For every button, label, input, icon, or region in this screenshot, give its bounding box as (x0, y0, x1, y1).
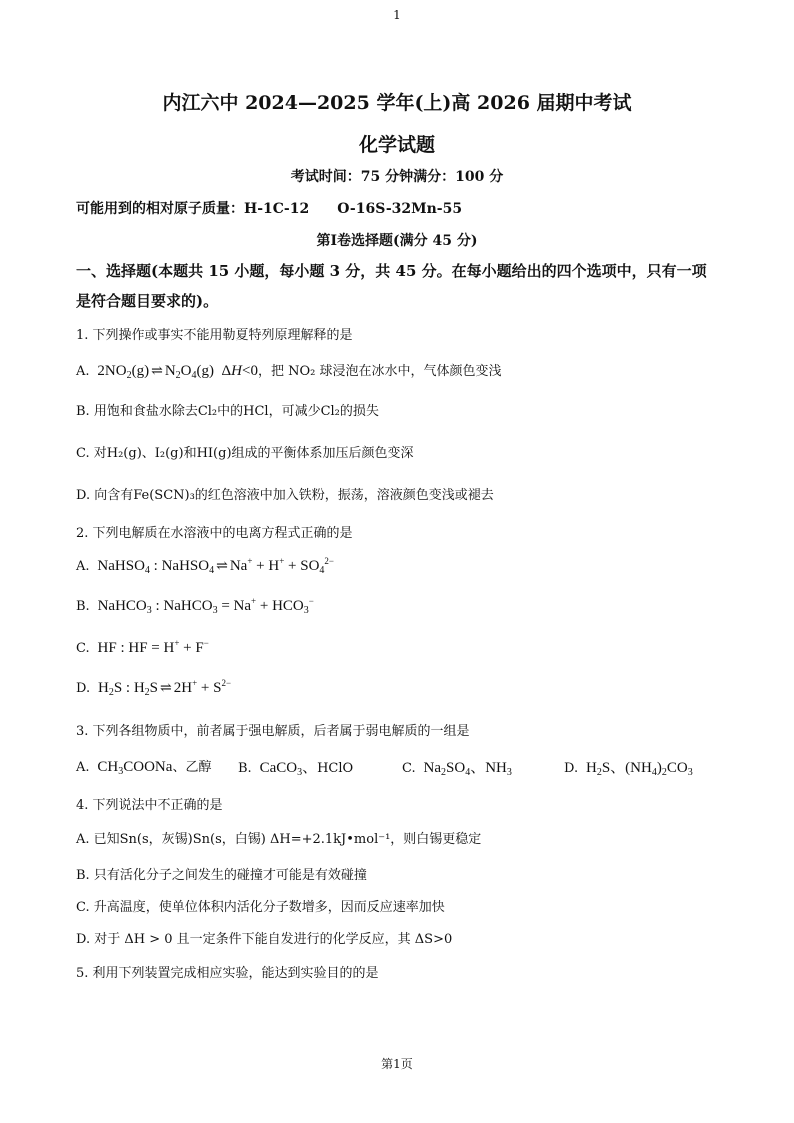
q1-option-a (76, 360, 501, 380)
q5-stem: 5. 利用下列装置完成相应实验，能达到实验目的的是 (76, 966, 379, 981)
q2-c-equation: HF : HF = H+ + F− (93, 638, 209, 656)
q1-a-text: ，把 NO₂ 球浸泡在冰水中，气体颜色变浅 (257, 364, 502, 379)
q2-option-a (76, 558, 334, 575)
q2-b-label: B. (76, 599, 90, 614)
q2-c-label: C. (76, 641, 90, 656)
atomic-masses: 可能用到的相对原子质量：H-1C-12 O-16S-32Mn-55 (76, 201, 463, 217)
q2-a-label: A. (76, 559, 90, 574)
q3-d-formula: $H_2S$、$(NH_4)_2CO_3$ (582, 760, 693, 778)
q3-d-label: D. (564, 761, 579, 776)
q1-stem: 1. 下列操作或事实不能用勒夏特列原理解释的是 (76, 328, 353, 343)
q1-a-label: A. (76, 364, 90, 379)
q1-option-c: C. 对H₂(g)、I₂(g)和HI(g)组成的平衡体系加压后颜色变深 (76, 446, 414, 461)
q2-d-label: D. (76, 681, 91, 696)
q2-option-c (76, 640, 209, 657)
page-footer: 第1页 (381, 1057, 413, 1071)
q3-option-a (76, 756, 211, 776)
part-title: 第Ⅰ卷选择题(满分 45 分) (316, 233, 478, 249)
q4-stem: 4. 下列说法中不正确的是 (76, 798, 223, 813)
q3-b-tail: HClO (317, 761, 354, 776)
q2-option-b (76, 598, 314, 615)
q3-a-label: A. (76, 760, 90, 775)
q1-a-equation: $2NO_2(g)$ ⇌ $N_2O_4(g)$ ΔH<0 (93, 363, 258, 381)
section-instruction-line1: 一、选择题(本题共 15 小题，每小题 3 分，共 45 分。在每小题给出的四个选项中，只有一项 (76, 262, 707, 280)
exam-info: 考试时间：75 分钟满分：100 分 (290, 169, 504, 185)
q3-c-label: C. (402, 761, 416, 776)
exam-title: 内江六中 2024—2025 学年(上)高 2026 届期中考试 (162, 92, 632, 114)
q2-a-equation: NaHSO$_4$ : NaHSO$_4$ ⇌ $Na^+ + H^+ + SO_4^{2-}$ (93, 556, 334, 576)
q3-stem: 3. 下列各组物质中，前者属于强电解质，后者属于弱电解质的一组是 (76, 724, 470, 739)
q2-b-equation: NaHCO$_3$ : NaHCO$_3$ = $Na^+ + HCO_3^-$ (93, 596, 314, 616)
page-number-top: 1 (393, 8, 401, 22)
q4-option-d: D. 对于 ΔH > 0 且一定条件下能自发进行的化学反应，其 ΔS>0 (76, 932, 453, 947)
q3-option-c (402, 756, 512, 777)
q2-d-equation: $H_2S$ : $H_2S$ ⇌ $2H^+ + S^{2-}$ (94, 678, 232, 698)
q3-a-tail: 、乙醇 (172, 760, 212, 775)
q3-b-formula: CaCO$_3$、 (255, 760, 318, 778)
q3-b-label: B. (238, 761, 252, 776)
q4-option-a: A. 已知Sn(s，灰锡)Sn(s，白锡) ΔH=+2.1kJ•mol⁻¹，则白锡更稳定 (76, 832, 482, 847)
q4-option-b: B. 只有活化分子之间发生的碰撞才可能是有效碰撞 (76, 868, 367, 883)
q1-option-b: B. 用饱和食盐水除去Cl₂中的HCl，可减少Cl₂的损失 (76, 404, 379, 419)
q3-option-b (238, 756, 353, 777)
q1-option-d: D. 向含有Fe(SCN)₃的红色溶液中加入铁粉，振荡，溶液颜色变浅或褪去 (76, 488, 494, 503)
q2-option-d (76, 680, 231, 697)
q3-a-formula: $CH_3COONa$ (93, 759, 173, 777)
q2-stem: 2. 下列电解质在水溶液中的电离方程式正确的是 (76, 526, 353, 541)
section-instruction-line2: 是符合题目要求的)。 (76, 292, 219, 310)
exam-subtitle: 化学试题 (358, 134, 435, 156)
q4-option-c: C. 升高温度，使单位体积内活化分子数增多，因而反应速率加快 (76, 900, 445, 915)
q3-c-formula: $Na_2SO_4$、$NH_3$ (419, 760, 512, 778)
q3-option-d (564, 756, 693, 777)
